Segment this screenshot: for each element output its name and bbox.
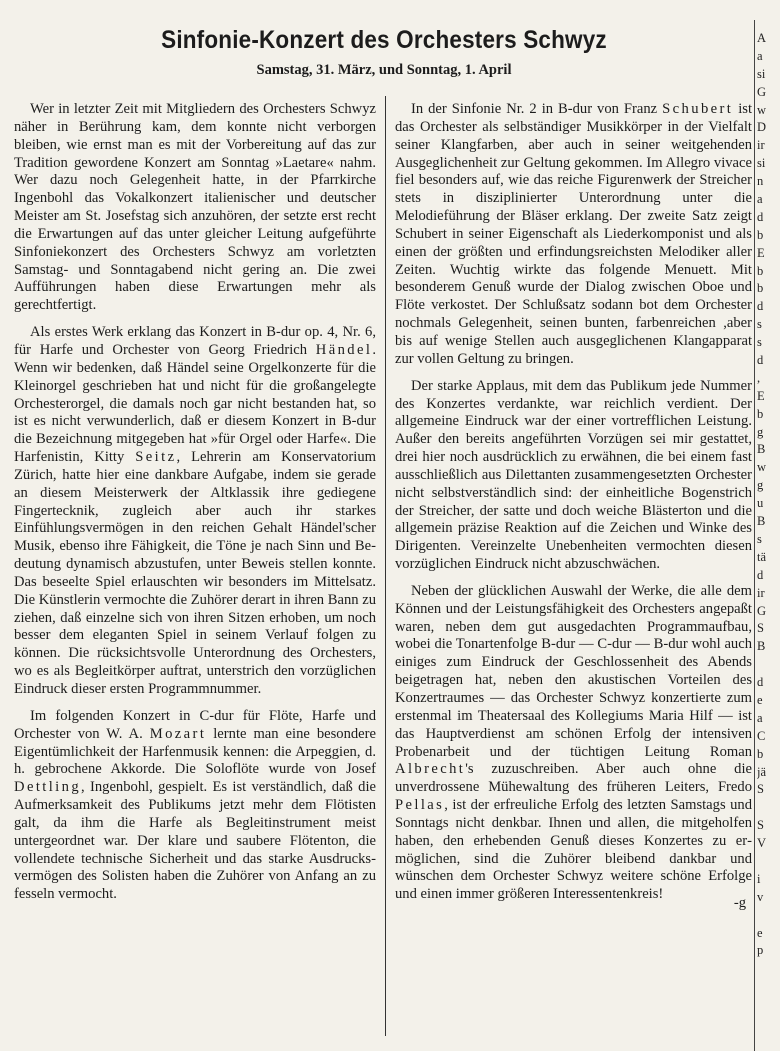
neighbor-line: a <box>757 192 763 207</box>
neighbor-line: A <box>757 31 767 45</box>
author-signature: -g <box>733 895 746 912</box>
neighbor-line <box>757 656 780 674</box>
neighbor-line <box>757 853 780 871</box>
neighbor-line: d <box>757 675 764 690</box>
neighbor-line: S <box>757 818 764 833</box>
neighbor-line: S <box>757 621 764 636</box>
neighbor-line: a <box>757 710 763 725</box>
text-run: Wer in letzter Zeit mit Mitgliedern des Orchesters Schwyz näher in Berührung kam, dem konnte nicht verborgen bleiben, wie ernst man es mit der Vorbereitung auf das zur Tradition gewordene Konzert am Sonntag »Laetare« nahm. Wer dazu noch Gelegenheit hatte, in der Pfarrkirche Ingenbohl das Vokalkonzert italienischer und deutscher Meister am St. Josefstag sich anzuhören, der setzte erst recht die Erwartungen auf das unter gleicher Leitung aufgeführte Sinfoniekonzert des Orchesters Schwyz am vorletzten Samstag- und Sonntagabend nicht gering an. Die zwei Aufführungen haben diese Erwartungen mehr als gerechtfertigt. <box>14 101 376 314</box>
neighbor-line: e <box>757 692 763 707</box>
spaced-name: Dettling <box>14 779 82 796</box>
neighbor-line: S <box>757 782 764 797</box>
text-run: Der starke Applaus, mit dem das Publikum jede Nummer des Konzertes verdankte, war reichlich verdient. Der allgemeine Eindruck war der einer vortrefflichen Leistung. Außer den bereits angeführten Vorzügen sei mir gestattet, drei hier noch ausdrücklich zu erwähnen, die bei einem fast ausschließlich aus Dilettanten zusammengesetzten Orchester nicht selbstverständlich sind: der einheitliche Bogenstrich der Streicher, der satte und doch weiche Blästerton und die allgemein präzise Reaktion auf die Zeichen und Winke des Dirigenten. Vereinzelte Unebenheiten vermochten diesen vorzüglichen Eindruck nicht abzuschwächen. <box>395 377 752 573</box>
paragraph <box>14 708 376 904</box>
left-text-column <box>14 101 376 913</box>
neighbor-line: b <box>757 406 764 421</box>
neighbor-line: p <box>757 943 764 958</box>
text-run: lernte man eine besondere Eigentümlichkeit der Harfenmusik kennen: die Arpeggien, d. h. gebrochene Akkorde. Die Soloflöte wurde von Josef <box>14 725 376 778</box>
neighbor-line: s <box>757 335 762 350</box>
paragraph <box>395 583 752 904</box>
neighbor-line: E <box>757 245 765 260</box>
text-run: , Ingenbohl, gespielt. Es ist verständlich, daß die Aufmerksamkeit des Publikums jetzt mehr dem Flötisten galt, da ihm die Harfe als Begleitinstrument meist untergeordnet war. Der klare und saubere Flötenton, die vollendete technische Sicherheit und das starke Ausdrucksvermögen des Solisten haben die Zuhörer von Anfang an zu fesseln vermocht. <box>14 779 376 903</box>
neighbor-line: tä <box>757 549 767 564</box>
neighbor-line: g <box>757 478 764 493</box>
neighbor-line: si <box>757 156 766 171</box>
column-divider <box>385 96 386 1036</box>
neighbor-line: d <box>757 353 764 368</box>
text-run: , Lehrerin am Konservatorium Zürich, hatte hier eine dankbare Aufgabe, indem sie gerade an diesem Meisterwerk der Altklassik ihre gediegene Fingertecknik, zugleich aber auch ihr starkes Einfühlungsvermögen in den reichen Gehalt Händel'scher Musik, ebenso ihre Fähigkeit, die Töne je nach Sinn und Bedeutung dynamisch abzustufen, unter Beweis stellen konnte. Das beseelte Spiel erlauschten wir besonders im Mittelsatz. Die Künstlerin vermochte die Zuhörer derart in ihren Bann zu ziehen, daß einzelne sich von ihren Sitzen erhoben, um noch besser dem eleganten Spiel in seinem Verlauf folgen zu können. Die rücksichtsvolle Unterordnung des Orchesters, wo es als Begleitkörper auftrat, unterstrich den vorzüglichen Eindruck dieser ersten Programmnummer. <box>14 449 376 697</box>
neighbor-article-fragment <box>757 30 780 960</box>
neighbor-line: d <box>757 209 764 224</box>
text-run: , ist der erfreuliche Erfolg des letzten Samstags und Sonntags nicht denkbar. Ihnen und allen, die mitgeholfen haben, den erhebenden Genuß dieses Konzertes zu ermöglichen, sind die Zuhörer bleibend dankbar und wünschen dem Orchester Schwyz weitere schöne Erfolge und einen immer größeren Interessentenkreis! <box>395 797 752 903</box>
neighbor-line: si <box>757 66 766 81</box>
neighbor-line: B <box>757 514 766 529</box>
spaced-name: Albrecht <box>395 761 466 778</box>
neighbor-line <box>757 907 780 925</box>
spaced-name: Händel <box>315 341 373 358</box>
neighbor-line: d <box>757 299 764 314</box>
text-run: In der Sinfonie Nr. 2 in B-dur von Franz <box>411 101 663 117</box>
neighbor-line <box>757 799 780 817</box>
text-run: Neben der glücklichen Auswahl der Werke, die alle dem Können und der Leistungsfähigkeit des Orchesters angepaßt waren, neben dem gut ausgedachten Programmaufbau, wobei die Tonartenfolge B-dur — C-dur — B-dur wohl auch einiges zum Eindruck der Geschlossenheit des Abends beigetragen hat, neben den akustischen Vorteilen des Konzertraumes — das Orchester Schwyz konzertierte zum erstenmal im Theatersaal des Kollegiums Maria Hilf — ist das Hauptverdienst am schönen Erfolg der intensiven Probenarbeit und der tüchtigen Leitung Roman <box>395 582 752 760</box>
neighbor-line: w <box>757 460 767 475</box>
neighbor-line: u <box>757 496 764 511</box>
neighbor-line: E <box>757 388 765 403</box>
neighbor-line: b <box>757 281 764 296</box>
paragraph <box>395 378 752 574</box>
neighbor-line: w <box>757 102 767 117</box>
text-run: . Wenn wir bedenken, daß Händel seine Orgelkonzerte für die Kleinorgel geschrieben hat und nicht für die großangelegte Orchesterorgel, die damals noch gar nicht bestanden hat, so ist es nicht verwunderlich, daß er diesem Konzert in B-dur die Bezeichnung mitgegeben hat »für Orgel oder Harfe«. Die Harfenistin, Kitty <box>14 341 376 466</box>
neighbor-line: d <box>757 567 764 582</box>
neighbor-line: b <box>757 263 764 278</box>
paragraph <box>14 324 376 699</box>
neighbor-line: g <box>757 424 764 439</box>
neighbor-line: n <box>757 174 764 189</box>
neighbor-line: b <box>757 227 764 242</box>
neighbor-line: ir <box>757 138 765 153</box>
neighbor-line: G <box>757 603 767 618</box>
spaced-name: Seitz <box>135 449 177 466</box>
neighbor-line: i <box>757 871 761 886</box>
spaced-name: Schubert <box>662 101 734 117</box>
neighbor-line: , <box>757 370 761 385</box>
right-text-column <box>395 101 752 913</box>
neighbor-line: a <box>757 48 763 63</box>
neighbor-line: B <box>757 639 766 654</box>
text-run: Als erstes Werk erklang das Konzert in B-dur op. 4, Nr. 6, für Harfe und Orchester von Georg Friedrich <box>14 324 376 358</box>
paragraph <box>395 101 752 369</box>
neighbor-line: G <box>757 84 767 99</box>
paragraph <box>14 101 376 315</box>
neighbor-line: v <box>757 889 764 904</box>
neighbor-line: e <box>757 925 763 940</box>
text-run: Im folgenden Konzert in C-dur für Flöte, Harfe und Orchester von W. A. <box>14 707 376 742</box>
neighbor-line: C <box>757 728 766 743</box>
spaced-name: Pellas <box>395 797 445 814</box>
article-subtitle: Samstag, 31. März, und Sonntag, 1. April <box>256 62 512 78</box>
neighbor-column-divider <box>754 20 755 1051</box>
neighbor-line: V <box>757 836 767 851</box>
spaced-name: Mozart <box>149 725 207 742</box>
text-run: ist das Orchester als selbständiger Musikkörper in der Vielfalt seiner Klangfarben, aber auch in seiner weitgehenden Ausgeglichenheit zur Geltung gekommen. Im Allegro vivace fiel besonders auf, wie das reiche Figurenwerk der Streicher stets in disziplinierter Unterordnung unter die Melodieführung der Bläser erklang. Der zweite Satz zeigt Schubert in seiner Eigenschaft als Liederkomponist und als einen der größten und erfindungsreichsten Melodiker aller Zeiten. Wuchtig wirkte das folgende Menuett. Mit besonderem Genuß wurde der Dialog zwischen Oboe und Flöte verkostet. Der Schlußsatz sodann bot dem Orchester nochmals Gelegenheit, seinen bunten, farbenreichen ,aber bis auf wenige Stellen auch ausgeglichenen Klangapparat zur vollen Geltung zu bringen. <box>395 101 753 367</box>
neighbor-line: s <box>757 531 762 546</box>
neighbor-line: D <box>757 120 767 135</box>
neighbor-line: B <box>757 442 766 457</box>
neighbor-line: jä <box>757 764 767 779</box>
text-run: 's zuzuschreiben. Aber auch ohne die unverdrossene Mühewaltung des früheren Leiters, Fredo <box>395 761 752 796</box>
article-title: Sinfonie-Konzert des Orchesters Schwyz <box>161 26 607 54</box>
neighbor-line: b <box>757 746 764 761</box>
neighbor-line: ir <box>757 585 765 600</box>
neighbor-line: s <box>757 317 762 332</box>
